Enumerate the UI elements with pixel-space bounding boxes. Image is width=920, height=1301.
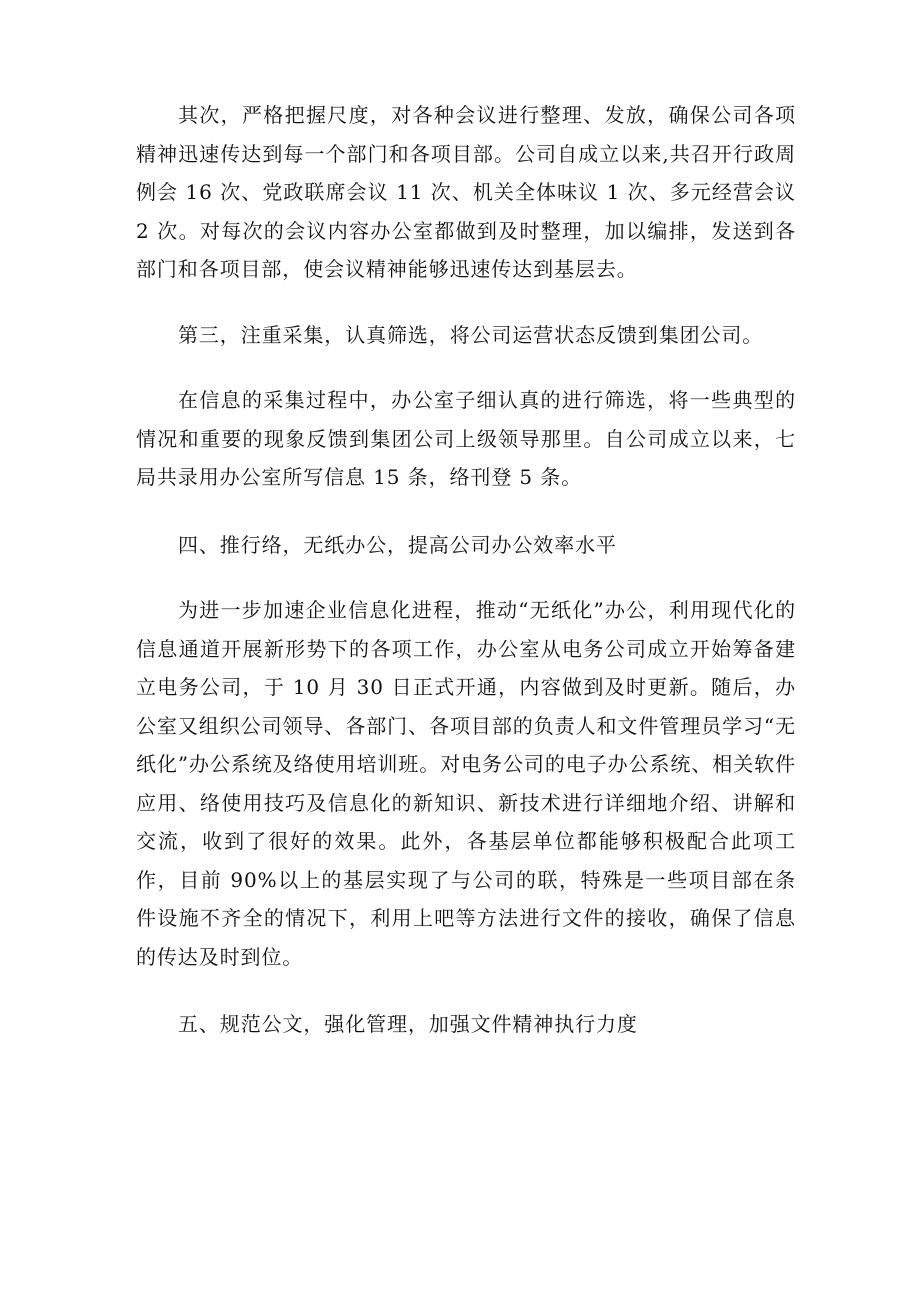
heading-five-document-standards: 五、规范公文，强化管理，加强文件精神执行力度 — [178, 1012, 638, 1036]
paragraph-paperless-office: 为进一步加速企业信息化进程，推动“无纸化”办公，利用现代化的信息通道开展新形势下的各项工作，办公室从电务公司成立开始筹备建立电务公司，于 10 月 30 日正式开通，内容做到及时更新。随后，办公室又组织公司领导、各部门、各项目部的负责人和文件管理员学习“无纸化”办公系统及络使用培训班。对电务公司的电子办公系统、相关软件应用、络使用技巧及信息化的新知识、新技术进行详细地介绍、讲解和交流，收到了很好的效果。此外，各基层单位都能够积极配合此项工作，目前 90%以上的基层实现了与公司的联，特殊是一些项目部在条件设施不齐全的情况下，利用上吧等方法进行文件的接收，确保了信息的传达及时到位。 — [136, 598, 796, 969]
heading-third-collection: 第三，注重采集，认真筛选，将公司运营状态反馈到集团公司。 — [178, 322, 764, 347]
document-body — [136, 96, 796, 1044]
paragraph-information-collection: 在信息的采集过程中，办公室子细认真的进行筛选，将一些典型的情况和重要的现象反馈到集团公司上级领导那里。自公司成立以来，七局共录用办公室所写信息 15 条，络刊登 5 条。 — [136, 388, 796, 489]
heading-four-paperless-office: 四、推行络，无纸办公，提高公司办公效率水平 — [178, 532, 617, 557]
paragraph-meeting-dissemination: 其次，严格把握尺度，对各种会议进行整理、发放，确保公司各项精神迅速传达到每一个部门和各项目部。公司自成立以来,共召开行政周例会 16 次、党政联席会议 11 次、机关全体味议 1 次、多元经营会议 2 次。对每次的会议内容办公室都做到及时整理，加以编排，发送到各部门和各项目部，使会议精神能够迅速传达到基层去。 — [136, 103, 796, 281]
